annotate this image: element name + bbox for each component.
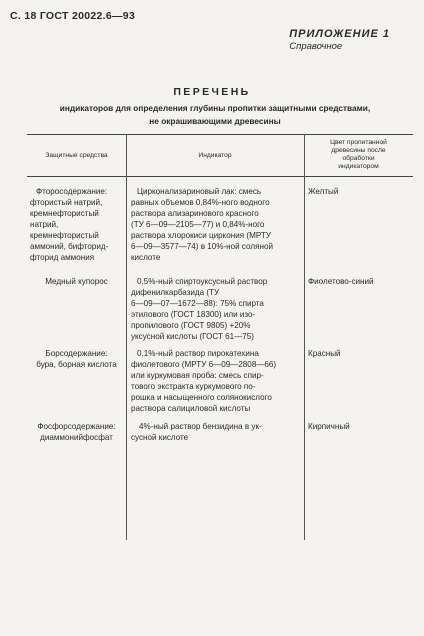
- table-cell-line: бура, борная кислота: [36, 360, 117, 369]
- appendix-title: ПРИЛОЖЕНИЕ 1: [289, 28, 390, 40]
- row-1-agent: [30, 186, 124, 263]
- row-3-color: Красный: [308, 349, 341, 358]
- table-cell-line: или куркумовая проба: смесь спир-: [131, 371, 264, 380]
- column-divider: [126, 134, 127, 540]
- table-cell-line: равных объемов 0,84%-ного водного: [131, 198, 270, 207]
- table-cell-line: диаммонийфосфат: [40, 433, 113, 442]
- table-top-rule: [27, 134, 413, 135]
- table-cell-line: Борсодержание:: [45, 349, 108, 358]
- header-line: индикатором: [338, 163, 379, 170]
- table-cell-line: Фосфорсодержание:: [37, 422, 116, 431]
- table-cell-line: рошка и насыщенного солянокислого: [131, 393, 272, 402]
- table-cell-line: раствора салициловой кислоты: [131, 404, 251, 413]
- header-indicator: Индикатор: [198, 152, 232, 159]
- header-line: обработки: [342, 155, 375, 162]
- table-cell-line: аммоний, бифторид-: [30, 242, 109, 251]
- table-cell-line: дифенилкарбазида (ТУ: [131, 288, 220, 297]
- table-cell-line: 0,1%-ный раствор пирокатехина: [137, 349, 259, 358]
- row-4-color: Кирпичный: [308, 422, 350, 431]
- row-3-agent: [27, 348, 126, 370]
- column-divider: [304, 134, 305, 540]
- subtitle-line: индикаторов для определения глубины пропитки защитными средствами,: [59, 103, 371, 113]
- row-4-agent: [27, 421, 126, 443]
- header-color: [304, 139, 413, 171]
- table-cell-line: кремнефтористый: [30, 231, 99, 240]
- table-cell-line: тового экстракта куркумового по-: [131, 382, 256, 391]
- table-cell-line: этилового (ГОСТ 18300) или изо-: [131, 310, 256, 319]
- row-2-agent: [27, 276, 126, 287]
- table-cell-line: 6—09—07—1672—88): 75% спирта: [131, 299, 264, 308]
- page-header: С. 18 ГОСТ 20022.6—93: [10, 10, 136, 22]
- header-protective-agents: Защитные средства: [45, 152, 108, 159]
- document-title: ПЕРЕЧЕНЬ: [173, 86, 251, 98]
- table-cell-line: Цирконализариновый лак: смесь: [137, 187, 262, 196]
- table-cell-line: Медный купорос: [45, 277, 108, 286]
- header-line: Цвет пропитанной: [330, 139, 387, 146]
- appendix-subtitle: Справочное: [289, 41, 343, 52]
- table-cell-line: 0,5%-ный спиртоуксусный раствор: [137, 277, 268, 286]
- row-1-indicator: [131, 186, 301, 263]
- row-2-color: Фиолетово-синий: [308, 277, 374, 286]
- table-cell-line: фторид аммония: [30, 253, 95, 262]
- row-1-color: Желтый: [308, 187, 339, 196]
- table-cell-line: кремнефтористый натрий,: [30, 209, 99, 229]
- row-3-indicator: [131, 348, 301, 414]
- subtitle-line: не окрашивающими древесины: [149, 116, 281, 126]
- table-cell-line: уксусной кислоты (ГОСТ 61—75): [131, 332, 254, 341]
- header-line: древесины после: [331, 147, 386, 154]
- table-cell-line: сусной кислоте: [131, 433, 189, 442]
- table-cell-line: фтористый натрий,: [30, 198, 103, 207]
- table-cell-line: кислоте: [131, 253, 161, 262]
- appendix-block: [289, 28, 390, 52]
- table-cell-line: 4%-ный раствор бензидина в ук-: [139, 422, 262, 431]
- document-subtitle: [30, 102, 400, 128]
- indicator-table: [27, 134, 413, 540]
- table-cell-line: (ТУ 6—09—2105—77) и 0,84%-ного: [131, 220, 265, 229]
- table-cell-line: Фторосодержание:: [36, 187, 108, 196]
- table-cell-line: раствора хлорокиси циркония (МРТУ: [131, 231, 271, 240]
- table-cell-line: раствора ализаринового красного: [131, 209, 259, 218]
- table-header-rule: [27, 176, 413, 177]
- table-cell-line: фиолетового (МРТУ 6—09—2808—66): [131, 360, 277, 369]
- row-2-indicator: [131, 276, 301, 342]
- table-cell-line: пропилового (ГОСТ 9805) +20%: [131, 321, 251, 330]
- row-4-indicator: [131, 421, 301, 443]
- table-cell-line: 6—09—3577—74) в 10%-ной соляной: [131, 242, 273, 251]
